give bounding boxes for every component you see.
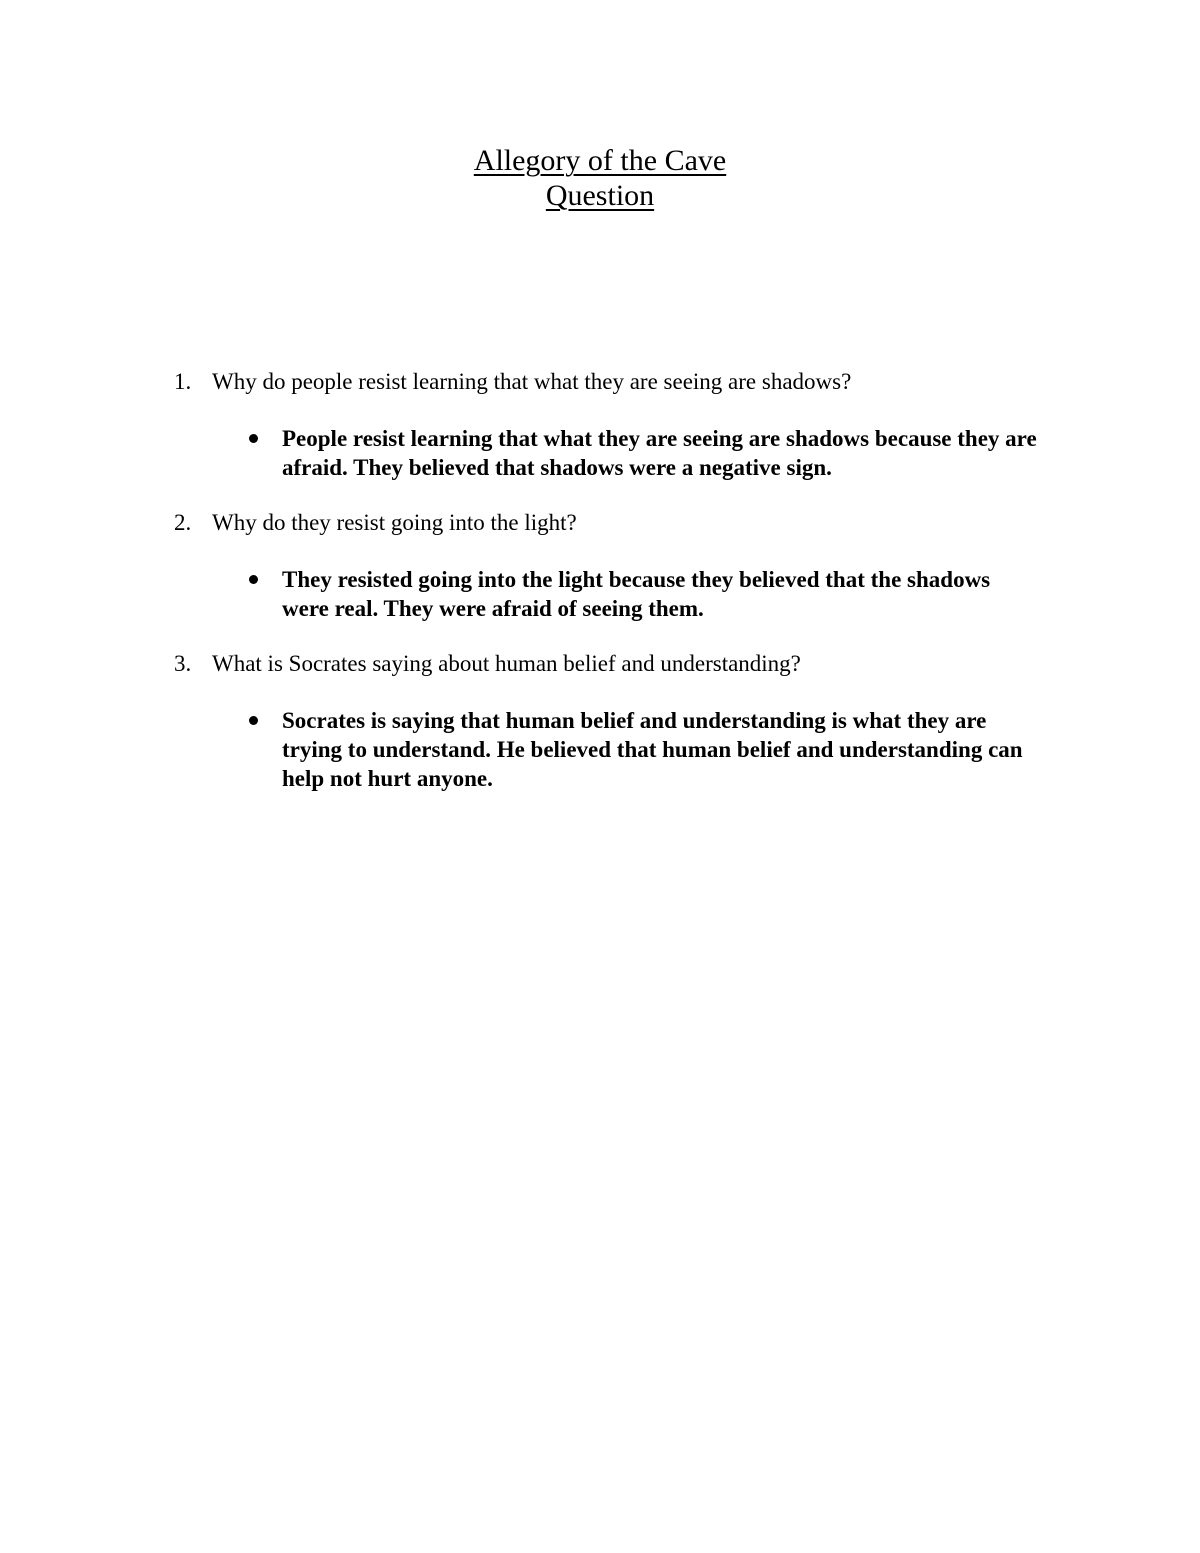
answer-item-3	[0, 706, 1042, 793]
answer-text: People resist learning that what they are seeing are shadows because they are afraid. They believed that shadows were a negative sign.	[282, 426, 1037, 480]
answer-item-1	[0, 424, 1042, 482]
answer-item-2	[0, 565, 1042, 623]
question-text: Why do they resist going into the light?	[212, 510, 577, 535]
title-line-1: Allegory of the Cave	[473, 144, 727, 177]
question-item-2	[0, 508, 1200, 538]
question-text: Why do people resist learning that what they are seeing are shadows?	[212, 369, 852, 394]
document-title	[0, 143, 1200, 213]
question-number: 3.	[174, 651, 192, 676]
bullet-icon	[249, 716, 258, 725]
question-list	[0, 367, 1200, 819]
bullet-icon	[249, 434, 258, 443]
bullet-icon	[249, 575, 258, 584]
question-text: What is Socrates saying about human belief and understanding?	[212, 651, 801, 676]
answer-text: Socrates is saying that human belief and understanding is what they are trying to understand. He believed that human belief and understanding can help not hurt anyone.	[282, 708, 1023, 791]
title-line-2: Question	[545, 179, 655, 212]
answer-text: They resisted going into the light because they believed that the shadows were real. They were afraid of seeing them.	[282, 567, 991, 621]
question-item-3	[0, 649, 1200, 679]
question-item-1	[0, 367, 1200, 397]
question-number: 1.	[174, 369, 192, 394]
question-number: 2.	[174, 510, 192, 535]
